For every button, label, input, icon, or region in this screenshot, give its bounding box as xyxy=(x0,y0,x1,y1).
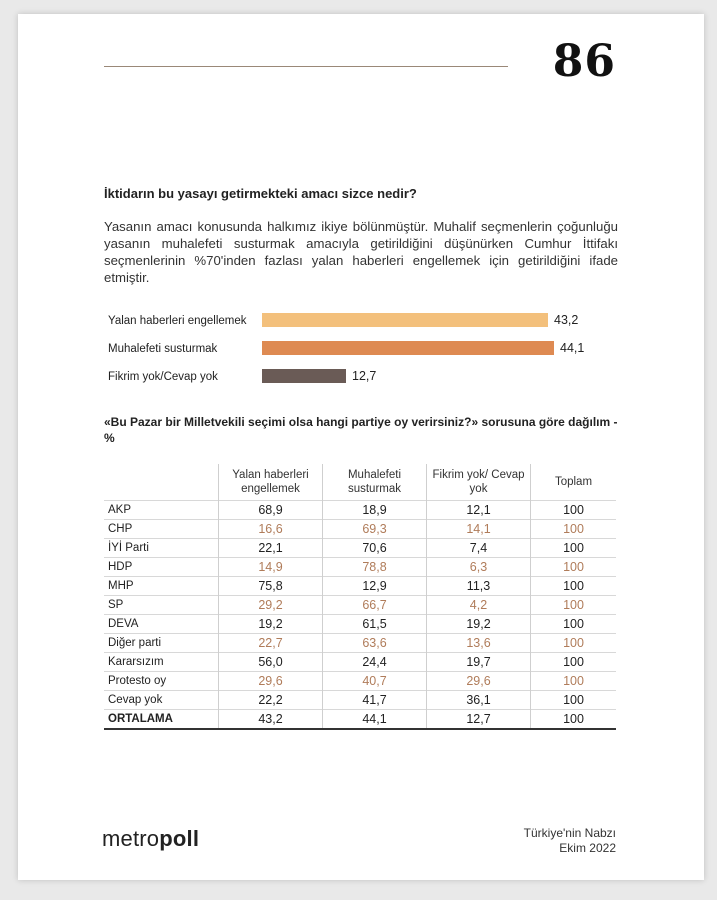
value-cell: 78,8 xyxy=(323,558,427,577)
brand-suffix: poll xyxy=(159,826,200,851)
table-row xyxy=(104,634,616,653)
footer-publication xyxy=(524,826,616,856)
value-cell: 24,4 xyxy=(323,653,427,672)
report-page xyxy=(18,14,704,880)
value-cell: 100 xyxy=(531,710,617,730)
bar xyxy=(262,341,554,355)
header-cell: Muhalefeti susturmak xyxy=(323,464,427,501)
party-cell: İYİ Parti xyxy=(104,539,219,558)
value-cell: 61,5 xyxy=(323,615,427,634)
header-rule xyxy=(104,66,508,67)
value-cell: 100 xyxy=(531,501,617,520)
table-row xyxy=(104,710,616,730)
party-cell: CHP xyxy=(104,520,219,539)
value-cell: 100 xyxy=(531,577,617,596)
table-row xyxy=(104,691,616,710)
value-cell: 100 xyxy=(531,653,617,672)
value-cell: 19,2 xyxy=(219,615,323,634)
value-cell: 100 xyxy=(531,615,617,634)
value-cell: 4,2 xyxy=(427,596,531,615)
value-cell: 40,7 xyxy=(323,672,427,691)
value-cell: 19,7 xyxy=(427,653,531,672)
value-cell: 75,8 xyxy=(219,577,323,596)
value-cell: 12,7 xyxy=(427,710,531,730)
value-cell: 41,7 xyxy=(323,691,427,710)
party-cell: ORTALAMA xyxy=(104,710,219,730)
party-cell: Kararsızım xyxy=(104,653,219,672)
question-heading: İktidarın bu yasayı getirmekteki amacı sizce nedir? xyxy=(104,186,417,201)
table-header-row xyxy=(104,464,616,501)
bar-label: Yalan haberleri engellemek xyxy=(108,315,247,327)
party-cell: MHP xyxy=(104,577,219,596)
bar xyxy=(262,369,346,383)
value-cell: 6,3 xyxy=(427,558,531,577)
metropoll-logo xyxy=(102,826,199,852)
value-cell: 7,4 xyxy=(427,539,531,558)
value-cell: 69,3 xyxy=(323,520,427,539)
value-cell: 19,2 xyxy=(427,615,531,634)
value-cell: 22,2 xyxy=(219,691,323,710)
header-cell: Yalan haberleri engellemek xyxy=(219,464,323,501)
value-cell: 12,1 xyxy=(427,501,531,520)
party-cell: SP xyxy=(104,596,219,615)
value-cell: 66,7 xyxy=(323,596,427,615)
value-cell: 100 xyxy=(531,672,617,691)
value-cell: 29,2 xyxy=(219,596,323,615)
bar-chart xyxy=(104,312,634,392)
bar xyxy=(262,313,548,327)
table-row xyxy=(104,539,616,558)
value-cell: 100 xyxy=(531,634,617,653)
value-cell: 100 xyxy=(531,520,617,539)
table-row xyxy=(104,615,616,634)
publication-date: Ekim 2022 xyxy=(559,841,616,855)
table-row xyxy=(104,672,616,691)
value-cell: 43,2 xyxy=(219,710,323,730)
header-cell: Toplam xyxy=(531,464,617,501)
table-row xyxy=(104,520,616,539)
value-cell: 29,6 xyxy=(219,672,323,691)
party-cell: AKP xyxy=(104,501,219,520)
table-row xyxy=(104,596,616,615)
bar-label: Fikrim yok/Cevap yok xyxy=(108,371,218,383)
value-cell: 70,6 xyxy=(323,539,427,558)
bar-label: Muhalefeti susturmak xyxy=(108,343,218,355)
table-row xyxy=(104,577,616,596)
brand-prefix: metro xyxy=(102,826,160,851)
party-cell: Cevap yok xyxy=(104,691,219,710)
distribution-table xyxy=(104,464,616,730)
value-cell: 63,6 xyxy=(323,634,427,653)
bar-value-label: 43,2 xyxy=(554,313,579,327)
value-cell: 44,1 xyxy=(323,710,427,730)
page-number: 86 xyxy=(552,36,616,87)
bar-row xyxy=(104,368,634,388)
table-row xyxy=(104,501,616,520)
table-row xyxy=(104,653,616,672)
bar-row xyxy=(104,340,634,360)
value-cell: 18,9 xyxy=(323,501,427,520)
summary-paragraph: Yasanın amacı konusunda halkımız ikiye bölünmüştür. Muhalif seçmenlerin çoğunluğu yasanın muhalefeti susturmak amacıyla getirildiğini düşünürken Cumhur İttifakı seçmenlerinin %70'inden fazlası yalan haberleri engellemek için getirildiğini ifade etmiştir. xyxy=(104,219,618,285)
value-cell: 22,1 xyxy=(219,539,323,558)
header-cell xyxy=(104,464,219,501)
party-cell: HDP xyxy=(104,558,219,577)
value-cell: 68,9 xyxy=(219,501,323,520)
table-row xyxy=(104,558,616,577)
table-title: «Bu Pazar bir Milletvekili seçimi olsa hangi partiye oy verirsiniz?» sorusuna göre dağılım - % xyxy=(104,415,618,445)
party-cell: DEVA xyxy=(104,615,219,634)
value-cell: 22,7 xyxy=(219,634,323,653)
party-cell: Protesto oy xyxy=(104,672,219,691)
party-cell: Diğer parti xyxy=(104,634,219,653)
value-cell: 36,1 xyxy=(427,691,531,710)
value-cell: 29,6 xyxy=(427,672,531,691)
value-cell: 14,1 xyxy=(427,520,531,539)
value-cell: 11,3 xyxy=(427,577,531,596)
bar-value-label: 12,7 xyxy=(352,369,377,383)
header-cell: Fikrim yok/ Cevap yok xyxy=(427,464,531,501)
value-cell: 100 xyxy=(531,596,617,615)
bar-row xyxy=(104,312,634,332)
bar-value-label: 44,1 xyxy=(560,341,585,355)
value-cell: 56,0 xyxy=(219,653,323,672)
value-cell: 16,6 xyxy=(219,520,323,539)
value-cell: 12,9 xyxy=(323,577,427,596)
value-cell: 100 xyxy=(531,691,617,710)
value-cell: 100 xyxy=(531,558,617,577)
value-cell: 14,9 xyxy=(219,558,323,577)
value-cell: 13,6 xyxy=(427,634,531,653)
publication-name: Türkiye'nin Nabzı xyxy=(523,826,616,840)
value-cell: 100 xyxy=(531,539,617,558)
